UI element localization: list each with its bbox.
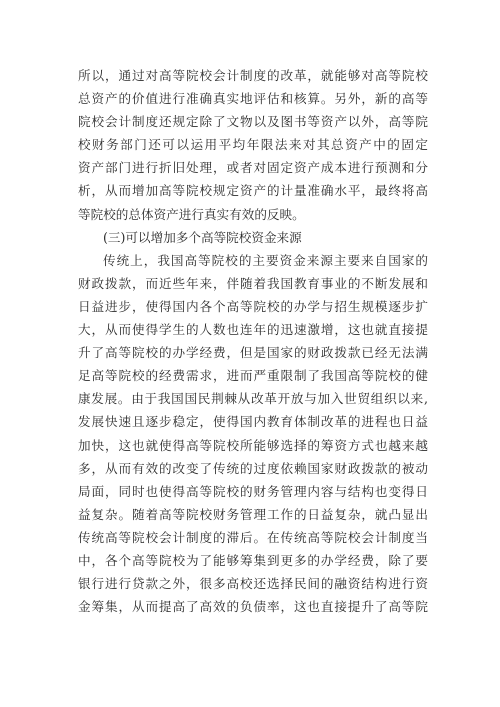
paragraph-line: 总资产的价值进行准确真实地评估和核算。另外，新的高等: [78, 91, 428, 107]
paragraph-line: 院校会计制度还规定除了文物以及图书等资产以外，高等院: [78, 114, 428, 130]
paragraph-line: 康发展。由于我国国民荆棘从改革开放与加入世贸组织以来,: [78, 391, 428, 407]
paragraph-line: 加快，这也就使得高等院校所能够选择的筹资方式也越来越: [78, 437, 428, 453]
paragraph-line: 发展快速且逐步稳定，使得国内教育体制改革的进程也日益: [78, 414, 428, 430]
paragraph-line: 大，从而使得学生的人数也连年的迅速激增，这也就直接提: [78, 322, 428, 338]
paragraph-line: 财政拨款，而近些年来，伴随着我国教育事业的不断发展和: [78, 275, 428, 291]
paragraph-line: 金筹集，从而提高了高效的负债率，这也直接提升了高等院: [78, 599, 428, 615]
paragraph-line: 所以，通过对高等院校会计制度的改革，就能够对高等院校: [78, 68, 428, 83]
paragraph-line: 升了高等院校的办学经费，但是国家的财政拨款已经无法满: [78, 345, 428, 361]
paragraph-line: 析，从而增加高等院校规定资产的计量准确水平，最终将高: [78, 183, 428, 199]
paragraph-line: 银行进行贷款之外，很多高校还选择民间的融资结构进行资: [78, 576, 428, 592]
paragraph-line: 局面，同时也使得高等院校的财务管理内容与结构也变得日: [78, 483, 428, 499]
paragraph-line: 传统高等院校会计制度的滞后。在传统高等院校会计制度当: [78, 529, 428, 545]
paragraph-line: 资产部门进行折旧处理，或者对固定资产成本进行预测和分: [78, 160, 428, 176]
paragraph-line: 等院校的总体资产进行真实有效的反映。: [78, 206, 305, 222]
paragraph-line: 校财务部门还可以运用平均年限法来对其总资产中的固定: [78, 137, 428, 153]
paragraph-line: 益复杂。随着高等院校财务管理工作的日益复杂，就凸显出: [78, 506, 428, 522]
paragraph-line: 足高等院校的经费需求，进而严重限制了我国高等院校的健: [78, 368, 428, 384]
paragraph-line: 中，各个高等院校为了能够筹集到更多的办学经费，除了要: [78, 552, 428, 568]
document-body: [78, 64, 428, 618]
paragraph-line: 传统上，我国高等院校的主要资金来源主要来自国家的: [103, 252, 428, 268]
section-heading: (三)可以增加多个高等院校资金来源: [103, 229, 302, 245]
paragraph-line: 多，从而有效的改变了传统的过度依赖国家财政拨款的被动: [78, 460, 428, 476]
paragraph-line: 日益进步，使得国内各个高等院校的办学与招生规模逐步扩: [78, 298, 428, 314]
